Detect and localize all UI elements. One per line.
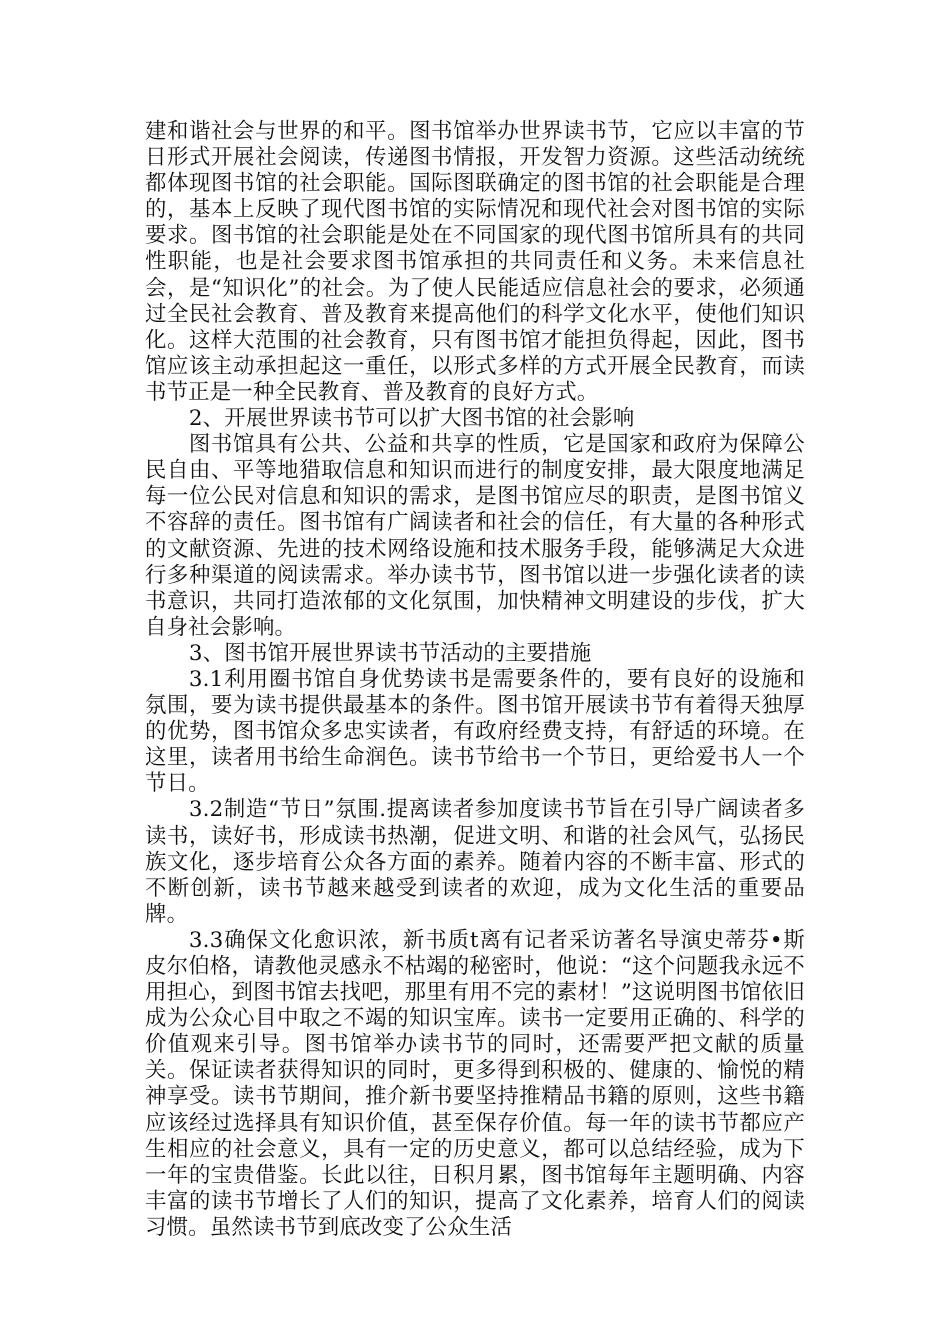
paragraph-library-nature: 图书馆具有公共、公益和共享的性质，它是国家和政府为保障公民自由、平等地猎取信息和知识而进行的制度安排，最大限度地满足每一位公民对信息和知识的需求，是图书馆应尽的职责，是图书馆义不容辞的责任。图书馆有广阔读者和社会的信任，有大量的各种形式的文献资源、先进的技术网络设施和技术服务手段，能够满足大众进行多种渠道的阅读需求。举办读书节，图书馆以进一步强化读者的读书意识，共同打造浓郁的文化氛围，加快精神文明建设的步伐，扩大自身社会影响。 — [145, 432, 805, 640]
paragraph-social-function: 建和谐社会与世界的和平。图书馆举办世界读书节，它应以丰富的节日形式开展社会阅读，传递图书情报，开发智力资源。这些活动统统都体现图书馆的社会职能。国际图联确定的图书馆的社会职能是合理的，基本上反映了现代图书馆的实际情况和现代社会对图书馆的实际要求。图书馆的社会职能是处在不同国家的现代图书馆所具有的共同性职能，也是社会要求图书馆承担的共同责任和义务。未来信息社会，是“知识化”的社会。为了使人民能适应信息社会的要求，必须通过全民社会教育、普及教育来提高他们的科学文化水平，使他们知识化。这样大范围的社会教育，只有图书馆才能担负得起，因此，图书馆应该主动承担起这一重任，以形式多样的方式开展全民教育，而读书节正是一种全民教育、普及教育的良好方式。 — [145, 119, 805, 405]
paragraph-3-3: 3.3确保文化愈识浓，新书质t离有记者采访著名导演史蒂芬•斯皮尔伯格，请教他灵感永不枯竭的秘密时，他说：“这个问题我永远不用担心，到图书馆去找吧，那里有用不完的素材！”这说明图书馆依旧成为公众心目中取之不竭的知识宝库。读书一定要用正确的、科学的价值观来引导。图书馆举办读书节的同时，还需要严把文献的质量关。保证读者获得知识的同时，更多得到积极的、健康的、愉悦的精神享受。读书节期间，推介新书要坚持推精品书籍的原则，这些书籍应该经过选择具有知识价值，甚至保存价值。每一年的读书节都应产生相应的社会意义，具有一定的历史意义，都可以总结经验，成为下一年的宝贵借鉴。长此以往，日积月累，图书馆每年主题明确、内容丰富的读书节增长了人们的知识，提高了文化素养，培育人们的阅读习惯。虽然读书节到底改变了公众生活 — [145, 927, 805, 1240]
body-text — [145, 119, 805, 1241]
heading-section-2: 2、开展世界读书节可以扩大图书馆的社会影响 — [188, 406, 635, 432]
heading-section-3: 3、图书馆开展世界读书节活动的主要措施 — [188, 640, 592, 666]
paragraph-3-1: 3.1利用圈书馆自身优势读书是需要条件的，要有良好的设施和氛围，要为读书提供最基本的条件。图书馆开展读书节有着得天独厚的优势，图书馆众多忠实读者，有政府经费支持，有舒适的环境。在这里，读者用书给生命润色。读书节给书一个节日，更给爱书人一个节日。 — [145, 666, 805, 797]
paragraph-3-2: 3.2制造“节日”氛围.提离读者参加度读书节旨在引导广阔读者多读书，读好书，形成读书热潮，促进文明、和谐的社会风气，弘扬民族文化，逐步培育公众各方面的素养。随着内容的不断丰富、形式的不断创新，读书节越来越受到读者的欢迎，成为文化生活的重要品牌。 — [145, 797, 805, 927]
